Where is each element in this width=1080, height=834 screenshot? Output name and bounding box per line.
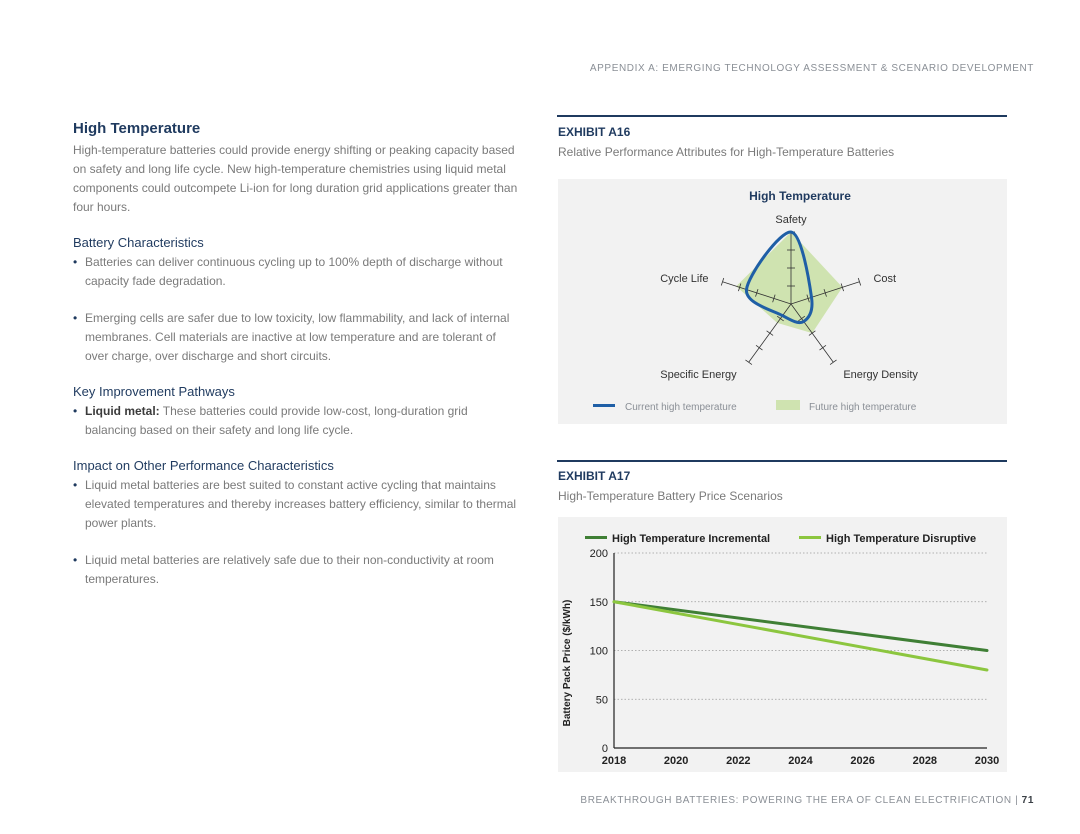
radar-legend [593, 400, 917, 413]
legend-label-incremental: High Temperature Incremental [612, 533, 771, 545]
radar-tick [745, 360, 751, 365]
running-header: APPENDIX A: EMERGING TECHNOLOGY ASSESSMENT & SCENARIO DEVELOPMENT [589, 63, 1034, 74]
y-tick-label: 100 [589, 645, 608, 658]
radar-tick [830, 360, 836, 365]
exhibit-a16-subtitle: Relative Performance Attributes for High-Temperature Batteries [558, 145, 895, 159]
text-column [73, 120, 518, 607]
series-line [614, 602, 987, 651]
y-tick-label: 0 [601, 743, 608, 755]
exhibit-rule [557, 115, 1007, 117]
radar-axis-label: Energy Density [843, 369, 918, 382]
x-tick-label: 2030 [974, 755, 1000, 767]
bullet-item: • Liquid metal batteries are relatively safe due to their non-conductivity at room temperatures. [73, 551, 518, 589]
x-tick-label: 2026 [850, 755, 875, 767]
bullet-item: • Emerging cells are safer due to low toxicity, low flammability, and lack of internal membranes. Cell materials are inactive at low temperature and are tolerant of over charge, over discharge and short circuits. [73, 309, 518, 366]
radar-axis-label: Safety [775, 214, 807, 226]
section-title: High Temperature [73, 120, 201, 137]
bullet-item: • Liquid metal: These batteries could provide low-cost, long-duration grid balancing based on their safety and long life cycle. [73, 402, 518, 440]
legend-swatch-incremental [585, 536, 607, 539]
x-tick-label: 2018 [601, 755, 627, 767]
line-panel [558, 517, 1007, 772]
x-tick-label: 2028 [912, 755, 938, 767]
y-tick-label: 150 [589, 596, 608, 609]
intro-paragraph: High-temperature batteries could provide energy shifting or peaking capacity based on safety and long life cycle. New high-temperature chemistries using liquid metal components could outcompete Li-ion for long duration grid applications greater than four hours. [73, 143, 518, 214]
series-line [614, 602, 987, 670]
bullet-list [73, 402, 518, 440]
radar-axis-label: Specific Energy [660, 369, 737, 382]
heading-battery-characteristics: Battery Characteristics [73, 235, 204, 250]
running-footer [580, 795, 1034, 806]
radar-tick [820, 345, 826, 350]
legend-swatch-disruptive [799, 536, 821, 539]
exhibit-a17-subtitle: High-Temperature Battery Price Scenarios [558, 489, 783, 503]
radar-axis-label: Cost [873, 272, 897, 285]
legend-label-disruptive: High Temperature Disruptive [826, 533, 977, 545]
heading-impact: Impact on Other Performance Characteristics [73, 458, 334, 473]
x-tick-label: 2024 [788, 755, 813, 767]
bullet-item: • Batteries can deliver continuous cycling up to 100% depth of discharge without capacity fade degradation. [73, 253, 518, 291]
exhibit-a16-label: EXHIBIT A16 [558, 125, 631, 139]
bullet-list [73, 253, 518, 366]
bullet-item: • Liquid metal batteries are best suited to constant active cycling that maintains elevated temperatures and thereby increases battery efficiency, similar to thermal power plants. [73, 476, 518, 533]
radar-title: High Temperature [749, 189, 851, 203]
legend-label-current: Current high temperature [625, 402, 737, 413]
radar-tick [767, 331, 773, 336]
footer-title: BREAKTHROUGH BATTERIES: POWERING THE ERA OF CLEAN ELECTRIFICATION | [580, 795, 1019, 806]
radar-axes-layer [721, 232, 860, 365]
x-tick-label: 2020 [663, 755, 689, 767]
radar-tick [756, 345, 762, 350]
line-grid-layer [614, 553, 987, 748]
line-ticks-layer [590, 548, 1000, 767]
x-tick-label: 2022 [726, 755, 751, 767]
legend-swatch-current [593, 404, 615, 407]
radar-panel [558, 179, 1007, 424]
radar-axis-label: Cycle Life [660, 272, 709, 285]
radar-chart [558, 179, 1007, 424]
line-chart [558, 517, 1007, 772]
heading-key-improvement: Key Improvement Pathways [73, 384, 235, 399]
line-legend [585, 533, 976, 545]
legend-swatch-future [776, 400, 800, 410]
y-axis-label: Battery Pack Price ($/kWh) [562, 599, 573, 727]
legend-label-future: Future high temperature [809, 402, 917, 413]
y-tick-label: 50 [595, 694, 608, 707]
y-tick-label: 200 [589, 548, 608, 560]
page-number: 71 [1021, 795, 1034, 806]
exhibit-a17-label: EXHIBIT A17 [558, 469, 631, 483]
bullet-list [73, 476, 518, 589]
exhibit-rule [557, 460, 1007, 462]
line-series-layer [614, 602, 987, 670]
